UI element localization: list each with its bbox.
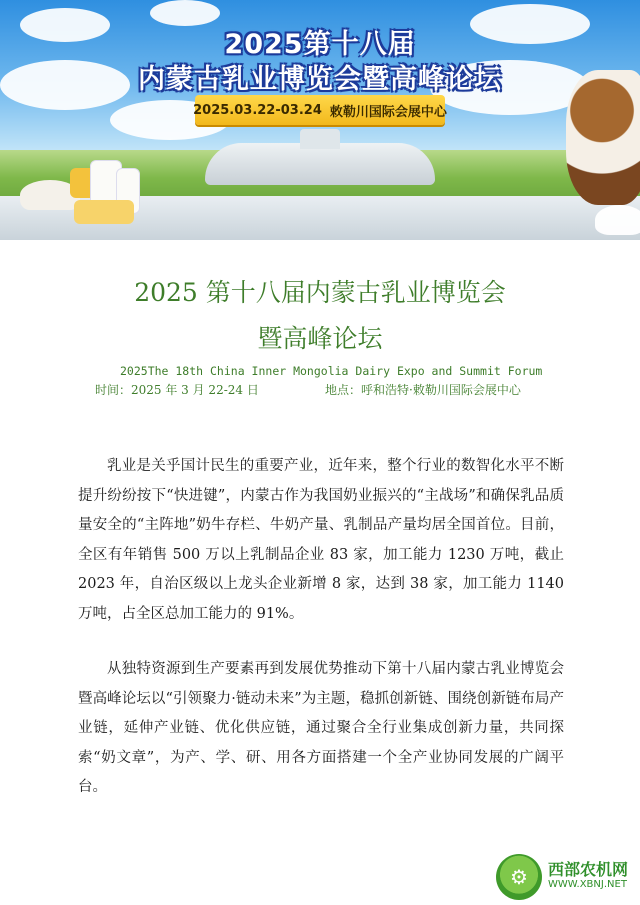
article-subtitle-english: 2025The 18th China Inner Mongolia Dairy Expo and Summit Forum [120,364,543,378]
article-title-line1: 2025 第十八届内蒙古乳业博览会 [134,278,506,307]
banner-title-line2: 内蒙古乳业博览会暨高峰论坛 [138,64,502,95]
event-place: 地点：呼和浩特·敕勒川国际会展中心 [325,383,521,397]
article-paragraph: 乳业是关乎国计民生的重要产业，近年来，整个行业的数智化水平不断提升纷纷按下“快进键”，内蒙古作为我国奶业振兴的“主战场”和确保乳品质量安全的“主阵地”奶牛存栏、牛奶产量、乳制品产量均居全国首位。目前，全区有年销售 500 万以上乳制品企业 83 家，加工能力 1230 万吨，截止 2023 年，自治区级以上龙头企业新增 8 家，达到 38 家，加工能力 1140 万吨，占全区总加工能力的 91%。 [78,458,564,622]
milk-splash [595,205,640,235]
article-title-line2: 暨高峰论坛 [257,324,383,353]
banner-date: 2025.03.22-03.24 [193,102,322,118]
tractor-icon: ⚙ [496,854,542,900]
article-paragraph: 从独特资源到生产要素再到发展优势推动下第十八届内蒙古乳业博览会暨高峰论坛以“引领聚力·链动未来”为主题，稳抓创新链、围绕创新链布局产业链，延伸产业链、优化供应链，通过聚合全行业集成创新力量，共同探索“奶文章”，为产、学、研、用各方面搭建一个全产业协同发展的广阔平台。 [78,661,564,795]
event-time: 时间：2025 年 3 月 22-24 日 [95,383,259,397]
watermark-url: WWW.XBNJ.NET [548,879,627,890]
watermark-site-name: 西部农机网 [548,860,629,879]
banner-date-ribbon [195,95,445,125]
header-banner [0,0,640,240]
banner-venue: 敕勒川国际会展中心 [329,104,447,120]
convention-center-image [205,143,435,185]
banner-title-line1: 2025第十八届 [224,29,416,60]
